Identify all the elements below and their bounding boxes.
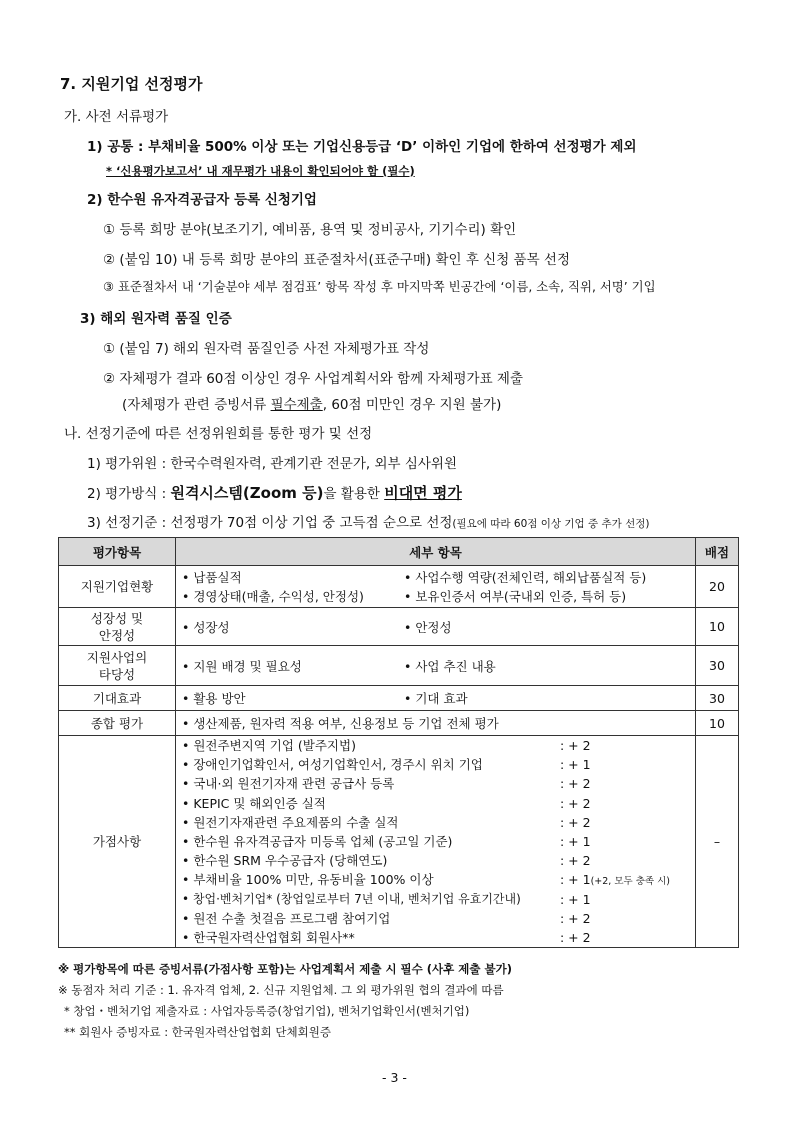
detail-item: • 납품실적 bbox=[182, 570, 242, 585]
detail-item: • 보유인증서 여부(국내외 인증, 특허 등) bbox=[404, 589, 627, 604]
bonus-item bbox=[182, 832, 689, 851]
ga-item3-line2: ② 자체평가 결과 60점 이상인 경우 사업계획서와 함께 자체평가표 제출 bbox=[103, 371, 524, 387]
row-category: 가점사항 bbox=[59, 736, 176, 948]
na-line1: 1) 평가위원 : 한국수력원자력, 관계기관 전문가, 외부 심사위원 bbox=[87, 456, 458, 472]
bonus-item bbox=[182, 755, 689, 774]
evaluation-table bbox=[58, 537, 739, 948]
bonus-label: • 부채비율 100% 미만, 유동비율 100% 이상 bbox=[182, 872, 434, 888]
detail-item: • 지원 배경 및 필요성 bbox=[182, 658, 302, 674]
table-row bbox=[59, 608, 739, 646]
row-score: 20 bbox=[696, 566, 739, 608]
row-score: 30 bbox=[696, 646, 739, 686]
category-label: 성장성 및 안정성 bbox=[90, 610, 144, 643]
ga-item2-line1: ① 등록 희망 분야(보조기기, 예비품, 용역 및 정비공사, 기기수리) 확인 bbox=[103, 222, 517, 238]
ga-item1-note: * ‘신용평가보고서’ 내 재무평가 내용이 확인되어야 함 (필수) bbox=[106, 164, 415, 178]
na-line2-method: 원격시스템(Zoom 등) bbox=[170, 484, 324, 502]
row-category: 종합 평가 bbox=[59, 711, 176, 736]
bonus-points: : + 2 bbox=[560, 929, 591, 945]
na-line2-untact: 비대면 평가 bbox=[384, 484, 462, 502]
ga-item3-line3-b: , 60점 미만인 경우 지원 불가) bbox=[322, 397, 502, 413]
na-line2 bbox=[87, 482, 462, 503]
bonus-label: • 한수원 유자격공급자 미등록 업체 (공고일 기준) bbox=[182, 833, 453, 849]
table-row bbox=[59, 566, 739, 608]
bonus-points: : + 2 bbox=[560, 776, 591, 792]
ga-item3-title: 3) 해외 원자력 품질 인증 bbox=[80, 311, 232, 327]
ga-item1: 1) 공통 : 부채비율 500% 이상 또는 기업신용등급 ‘D’ 이하인 기업에 한하여 선정평가 제외 bbox=[87, 139, 637, 155]
row-category: 지원기업현황 bbox=[59, 566, 176, 608]
ga-item2-line2: ② (붙임 10) 내 등록 희망 분야의 표준절차서(표준구매) 확인 후 신청 품목 선정 bbox=[103, 252, 570, 268]
bonus-points: : + 2 bbox=[560, 795, 591, 811]
bonus-points: : + 2 bbox=[560, 814, 591, 830]
na-line3 bbox=[87, 511, 649, 531]
bonus-points: : + 2 bbox=[560, 910, 591, 926]
bonus-label: • KEPIC 및 해외인증 실적 bbox=[182, 795, 326, 811]
bonus-item bbox=[182, 794, 689, 813]
note-tiebreak: ※ 동점자 처리 기준 : 1. 유자격 업체, 2. 신규 지원업체. 그 외 평가위원 협의 결과에 따름 bbox=[58, 983, 504, 997]
bonus-points: : + 1 bbox=[560, 891, 591, 907]
table-row bbox=[59, 646, 739, 686]
detail-item: • 활용 방안 bbox=[182, 691, 246, 706]
ga-item3-line3-a: (자체평가 관련 증빙서류 bbox=[122, 397, 271, 413]
bonus-label: • 원전 수출 첫걸음 프로그램 참여기업 bbox=[182, 910, 391, 926]
ga-item3-line3 bbox=[122, 393, 501, 413]
detail-item: • 기대 효과 bbox=[404, 691, 468, 706]
bonus-label: • 한국원자력산업협회 회원사** bbox=[182, 929, 355, 945]
bonus-points: : + 2 bbox=[560, 738, 591, 753]
bonus-item bbox=[182, 736, 689, 755]
bonus-points: : + 1 bbox=[560, 757, 591, 773]
bonus-item bbox=[182, 851, 689, 870]
bonus-label: • 창업·벤처기업* (창업일로부터 7년 이내, 벤처기업 유효기간내) bbox=[182, 891, 521, 906]
na-line3-extra: (필요에 따라 60점 이상 기업 중 추가 선정) bbox=[452, 518, 650, 530]
na-line2-label: 2) 평가방식 : bbox=[87, 486, 171, 502]
bonus-label: • 한수원 SRM 우수공급자 (당해연도) bbox=[182, 853, 388, 869]
bonus-label: • 원전주변지역 기업 (발주지법) bbox=[182, 738, 356, 753]
table-header-row bbox=[59, 538, 739, 566]
table-row bbox=[59, 711, 739, 736]
na-line3-main: 3) 선정기준 : 선정평가 70점 이상 기업 중 고득점 순으로 선정 bbox=[87, 515, 453, 531]
table-row bbox=[59, 686, 739, 711]
row-score: 10 bbox=[696, 608, 739, 646]
page-number: - 3 - bbox=[382, 1070, 407, 1085]
detail-item: • 사업수행 역량(전체인력, 해외납품실적 등) bbox=[404, 570, 647, 585]
detail-item: • 성장성 bbox=[182, 619, 230, 635]
subsection-na-title: 나. 선정기준에 따른 선정위원회를 통한 평가 및 선정 bbox=[64, 426, 373, 442]
bonus-points bbox=[560, 870, 689, 891]
bonus-label: • 원전기자재관련 주요제품의 수출 실적 bbox=[182, 814, 399, 830]
bonus-points-value: : + 1 bbox=[560, 872, 591, 888]
detail-item: • 경영상태(매출, 수익성, 안정성) bbox=[182, 589, 364, 604]
detail-item: • 사업 추진 내용 bbox=[404, 658, 496, 674]
row-details bbox=[176, 686, 696, 711]
category-label: 지원사업의 타당성 bbox=[86, 649, 148, 682]
na-line2-mid: 을 활용한 bbox=[323, 486, 385, 502]
bonus-item bbox=[182, 890, 689, 909]
bonus-points-condition: (+2, 모두 충족 시) bbox=[590, 876, 670, 888]
row-category bbox=[59, 608, 176, 646]
row-details bbox=[176, 646, 696, 686]
subsection-ga-title: 가. 사전 서류평가 bbox=[64, 109, 169, 125]
note-startup-docs: * 창업・벤처기업 제출자료 : 사업자등록증(창업기업), 벤처기업확인서(벤처기업) bbox=[64, 1004, 470, 1018]
header-details: 세부 항목 bbox=[176, 538, 696, 566]
table-row-bonus bbox=[59, 736, 739, 948]
bonus-details bbox=[176, 736, 696, 948]
detail-item: • 안정성 bbox=[404, 619, 452, 635]
bonus-points: : + 2 bbox=[560, 853, 591, 869]
row-score: 30 bbox=[696, 686, 739, 711]
bonus-item bbox=[182, 909, 689, 928]
bonus-item bbox=[182, 928, 689, 947]
row-score: 10 bbox=[696, 711, 739, 736]
header-category: 평가항목 bbox=[59, 538, 176, 566]
row-category bbox=[59, 646, 176, 686]
ga-item2-line3: ③ 표준절차서 내 ‘기술분야 세부 점검표’ 항목 작성 후 마지막쪽 빈공간에 ‘이름, 소속, 직위, 서명’ 기입 bbox=[103, 279, 656, 294]
header-score: 배점 bbox=[696, 538, 739, 566]
section-title: 7. 지원기업 선정평가 bbox=[60, 75, 203, 93]
bonus-item bbox=[182, 813, 689, 832]
ga-item2-title: 2) 한수원 유자격공급자 등록 신청기업 bbox=[87, 192, 317, 208]
bonus-label: • 국내·외 원전기자재 관련 공급사 등록 bbox=[182, 776, 395, 792]
row-score: – bbox=[696, 736, 739, 948]
row-details: • 생산제품, 원자력 적용 여부, 신용정보 등 기업 전체 평가 bbox=[176, 711, 696, 736]
bonus-points: : + 1 bbox=[560, 833, 591, 849]
bonus-label: • 장애인기업확인서, 여성기업확인서, 경주시 위치 기업 bbox=[182, 757, 483, 773]
note-required-docs: ※ 평가항목에 따른 증빙서류(가점사항 포함)는 사업계획서 제출 시 필수 (사후 제출 불가) bbox=[58, 962, 512, 976]
ga-item3-line3-underlined: 필수제출 bbox=[270, 397, 323, 413]
note-member-docs: ** 회원사 증빙자료 : 한국원자력산업협회 단체회원증 bbox=[64, 1025, 331, 1039]
bonus-item bbox=[182, 870, 689, 889]
bonus-item bbox=[182, 774, 689, 793]
row-details bbox=[176, 608, 696, 646]
row-category: 기대효과 bbox=[59, 686, 176, 711]
row-details bbox=[176, 566, 696, 608]
ga-item3-line1: ① (붙임 7) 해외 원자력 품질인증 사전 자체평가표 작성 bbox=[103, 341, 430, 357]
